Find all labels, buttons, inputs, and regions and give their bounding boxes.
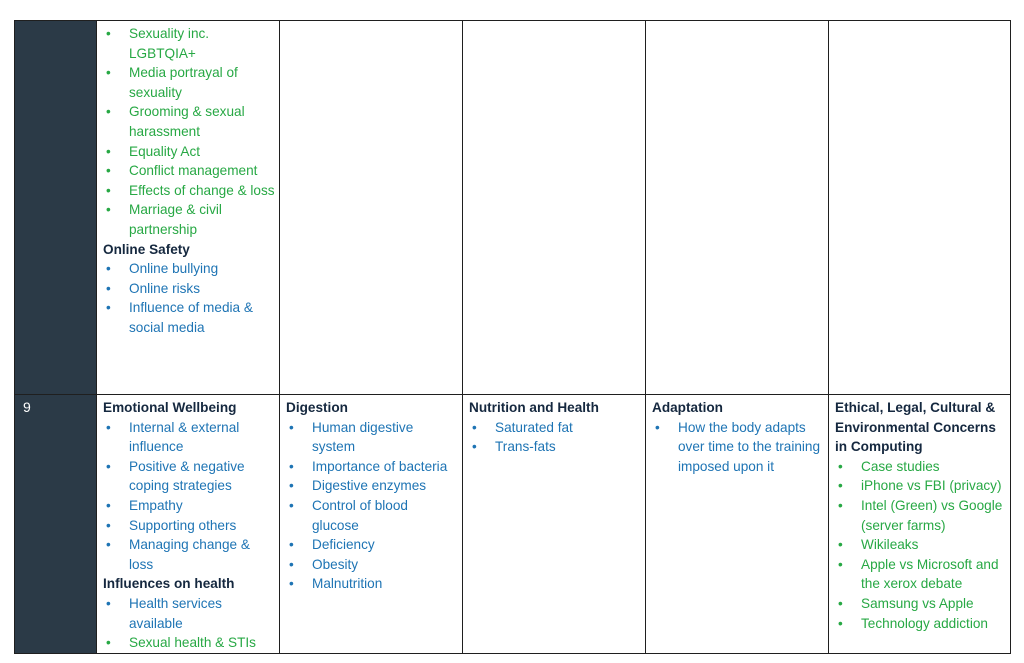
table-body (15, 21, 1011, 654)
topic-list (286, 418, 458, 594)
list-item: • Deficiency (286, 535, 458, 555)
list-item: • Apple vs Microsoft and the xerox debate (835, 555, 1006, 594)
section-heading: Ethical, Legal, Cultural & Environmental Concerns in Computing (835, 400, 996, 455)
topic-cell (646, 395, 829, 654)
list-item: • Human digestive system (286, 418, 458, 457)
list-item: • Obesity (286, 555, 458, 575)
list-item: • Importance of bacteria (286, 457, 458, 477)
topic-list (835, 457, 1006, 633)
list-item: • iPhone vs FBI (privacy) (835, 476, 1006, 496)
section-heading: Online Safety (103, 241, 190, 257)
list-item: • Intel (Green) vs Google (server farms) (835, 496, 1006, 535)
topic-cell (97, 395, 280, 654)
list-item: • Internal & external influence (103, 418, 275, 457)
cell-content (280, 395, 462, 594)
list-item: • How the body adapts over time to the training imposed upon it (652, 418, 824, 477)
list-item: • Samsung vs Apple (835, 594, 1006, 614)
list-item: • Grooming & sexual harassment (103, 102, 275, 141)
topic-cell (829, 395, 1011, 654)
table-row (15, 395, 1011, 654)
year-cell (15, 21, 97, 395)
cell-content (280, 21, 462, 24)
cell-content (97, 395, 279, 653)
topic-cell (97, 21, 280, 395)
topic-list (103, 259, 275, 337)
topic-list (469, 418, 641, 457)
list-item: • Digestive enzymes (286, 476, 458, 496)
list-item: • Technology addiction (835, 614, 1006, 634)
section-heading: Emotional Wellbeing (103, 400, 237, 415)
list-item: • Health services available (103, 594, 275, 633)
list-item: • Influence of media & social media (103, 298, 275, 337)
list-item: • Sexual health & STIs (103, 633, 275, 653)
cell-content (646, 21, 828, 24)
list-item: • Empathy (103, 496, 275, 516)
topic-list (103, 633, 275, 653)
topic-list (652, 418, 824, 477)
topic-cell (280, 395, 463, 654)
list-item: • Case studies (835, 457, 1006, 477)
section-heading: Nutrition and Health (469, 400, 599, 415)
topic-cell (463, 21, 646, 395)
list-item: • Supporting others (103, 516, 275, 536)
list-item: • Control of blood glucose (286, 496, 458, 535)
list-item: • Saturated fat (469, 418, 641, 438)
cell-content (463, 395, 645, 457)
list-item: • Online bullying (103, 259, 275, 279)
topic-list (103, 24, 275, 240)
list-item: • Malnutrition (286, 574, 458, 594)
list-item: • Equality Act (103, 142, 275, 162)
section-heading: Influences on health (103, 576, 235, 592)
list-item: • Trans-fats (469, 437, 641, 457)
curriculum-table (14, 20, 1011, 654)
list-item: • Positive & negative coping strategies (103, 457, 275, 496)
topic-cell (280, 21, 463, 395)
list-item: • Managing change & loss (103, 535, 275, 574)
list-item: • Effects of change & loss (103, 181, 275, 201)
cell-content (829, 21, 1010, 24)
topic-cell (646, 21, 829, 395)
cell-content (463, 21, 645, 24)
year-cell: 9 (15, 395, 97, 654)
cell-content (829, 395, 1010, 633)
cell-content (97, 21, 279, 338)
list-item: • Marriage & civil partnership (103, 200, 275, 239)
topic-list (103, 594, 275, 633)
list-item: • Sexuality inc. LGBTQIA+ (103, 24, 275, 63)
section-heading: Digestion (286, 400, 348, 415)
list-item: • Wikileaks (835, 535, 1006, 555)
list-item: • Online risks (103, 279, 275, 299)
list-item: • Media portrayal of sexuality (103, 63, 275, 102)
topic-cell (463, 395, 646, 654)
topic-list (103, 418, 275, 575)
section-heading: Adaptation (652, 400, 723, 415)
list-item: • Conflict management (103, 161, 275, 181)
cell-content (646, 395, 828, 476)
table-row (15, 21, 1011, 395)
topic-cell (829, 21, 1011, 395)
